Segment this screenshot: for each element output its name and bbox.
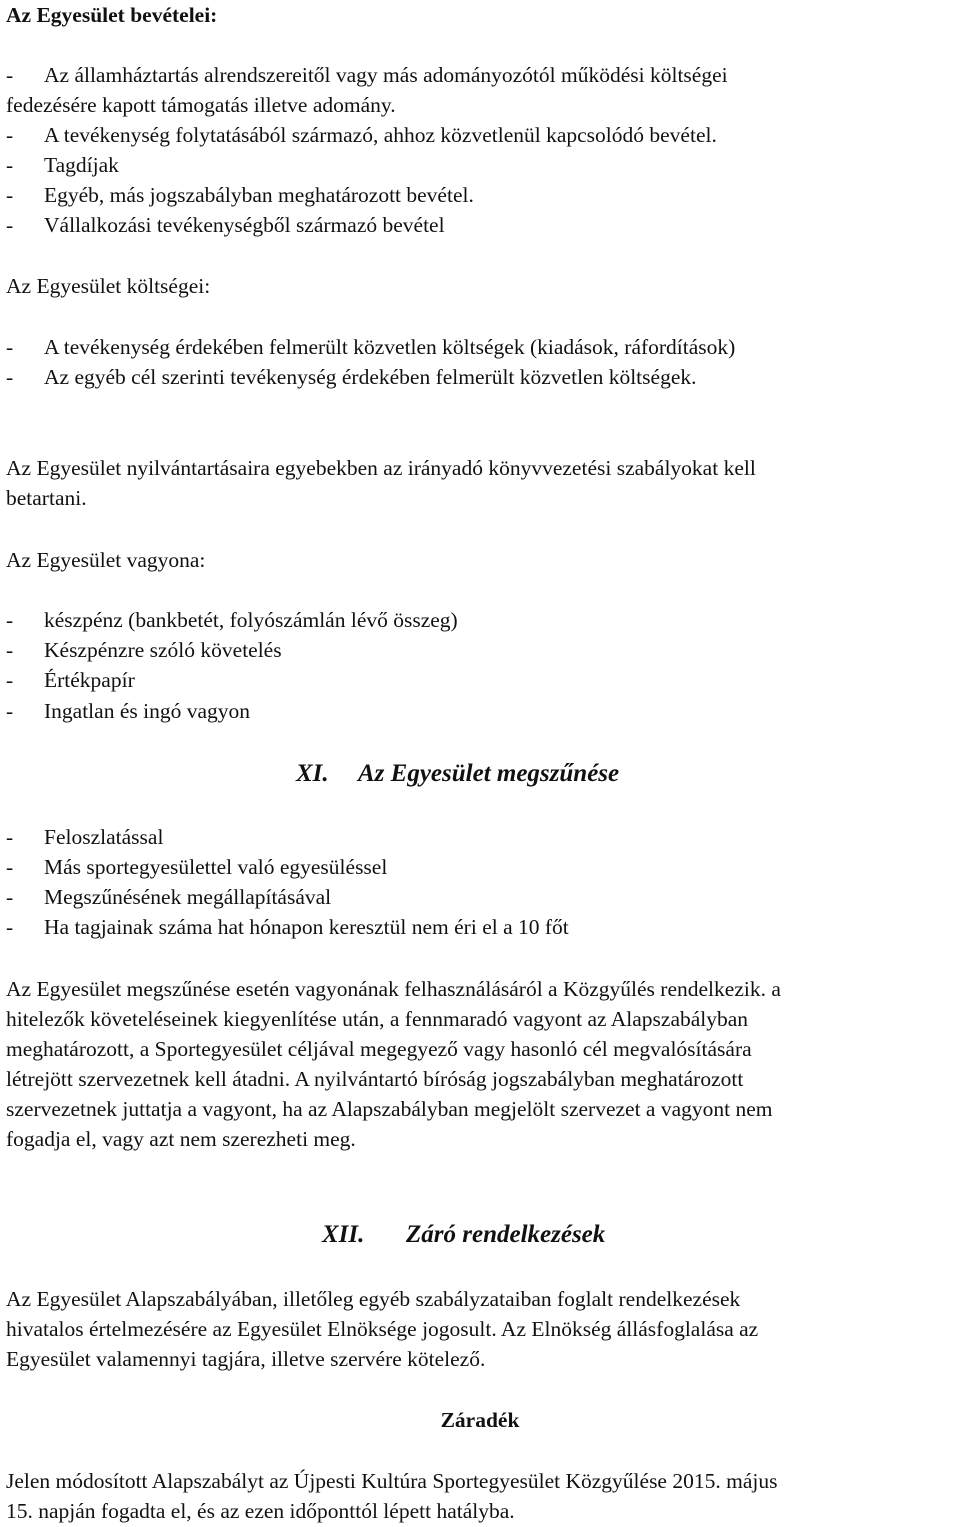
section-title: Az Egyesület megszűnése <box>358 760 620 787</box>
list-item: - Vállalkozási tevékenységből származó bevétel <box>6 213 445 237</box>
records-text-line-2: betartani. <box>6 486 87 510</box>
clause-heading: Záradék <box>440 1408 520 1432</box>
dissolution-text-line: szervezetnek juttatja a vagyont, ha az Alapszabályban megjelölt szervezet a vagyont nem <box>6 1097 773 1121</box>
list-item: - Megszűnésének megállapításával <box>6 885 332 909</box>
list-item: - Feloszlatással <box>6 825 164 849</box>
dissolution-text-line: hitelezők követeléseinek kiegyenlítése után, a fennmaradó vagyont az Alapszabályban <box>6 1007 749 1031</box>
list-item: - Készpénzre szóló követelés <box>6 638 282 662</box>
clause-text-line: 15. napján fogadta el, és az ezen időponttól lépett hatályba. <box>6 1499 515 1523</box>
section-title: Záró rendelkezések <box>406 1221 606 1248</box>
list-item: - Értékpapír <box>6 668 135 692</box>
list-item-continuation: fedezésére kapott támogatás illetve adomány. <box>6 93 396 117</box>
dissolution-text-line: Az Egyesület megszűnése esetén vagyonának felhasználásáról a Közgyűlés rendelkezik. a <box>6 977 781 1001</box>
list-item: - Más sportegyesülettel való egyesüléssel <box>6 855 388 879</box>
records-text-line-1: Az Egyesület nyilvántartásaira egyebekben az irányadó könyvvezetési szabályokat kell <box>6 456 756 480</box>
assets-heading: Az Egyesület vagyona: <box>6 548 206 572</box>
dissolution-text-line: meghatározott, a Sportegyesület céljával megegyező vagy hasonló cél megvalósítására <box>6 1037 752 1061</box>
section-xii-heading <box>322 1220 605 1250</box>
section-number: XI. <box>296 760 329 787</box>
section-number: XII. <box>322 1221 365 1248</box>
dissolution-text-line: fogadja el, vagy azt nem szerezheti meg. <box>6 1127 356 1151</box>
clause-text-line: Jelen módosított Alapszabályt az Újpesti Kultúra Sportegyesület Közgyűlése 2015. május <box>6 1469 778 1493</box>
list-item: - Ha tagjainak száma hat hónapon keresztül nem éri el a 10 főt <box>6 915 569 939</box>
dissolution-text-line: létrejött szervezetnek kell átadni. A nyilvántartó bíróság jogszabályban meghatározott <box>6 1067 744 1091</box>
section-xi-heading <box>296 759 619 789</box>
list-item: - Tagdíjak <box>6 153 119 177</box>
revenue-heading: Az Egyesület bevételei: <box>6 3 218 27</box>
list-item: - Ingatlan és ingó vagyon <box>6 699 250 723</box>
list-item: - A tevékenység folytatásából származó, ahhoz közvetlenül kapcsolódó bevétel. <box>6 123 717 147</box>
list-item: - A tevékenység érdekében felmerült közvetlen költségek (kiadások, ráfordítások) <box>6 335 736 359</box>
closing-text-line: hivatalos értelmezésére az Egyesület Elnöksége jogosult. Az Elnökség állásfoglalása az <box>6 1317 759 1341</box>
closing-text-line: Egyesület valamennyi tagjára, illetve szervére kötelező. <box>6 1347 486 1371</box>
list-item: - készpénz (bankbetét, folyószámlán lévő összeg) <box>6 608 458 632</box>
costs-heading: Az Egyesület költségei: <box>6 274 211 298</box>
list-item: - Az államháztartás alrendszereitől vagy más adományozótól működési költségei <box>6 63 728 87</box>
list-item: - Egyéb, más jogszabályban meghatározott bevétel. <box>6 183 474 207</box>
list-item: - Az egyéb cél szerinti tevékenység érdekében felmerült közvetlen költségek. <box>6 365 697 389</box>
closing-text-line: Az Egyesület Alapszabályában, illetőleg egyéb szabályzataiban foglalt rendelkezések <box>6 1287 741 1311</box>
